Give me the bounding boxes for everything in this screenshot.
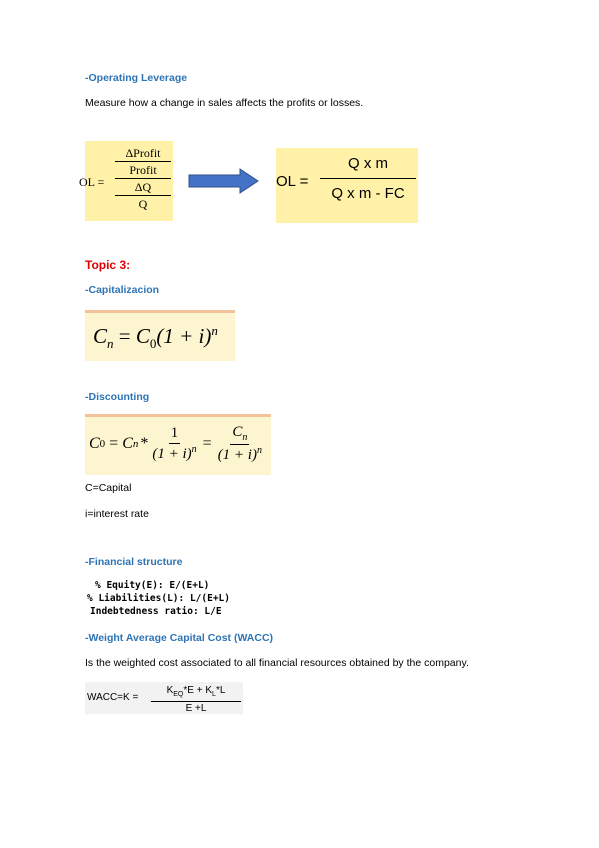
wacc-num-b: *E + K (183, 685, 213, 696)
disc-times: * (140, 435, 149, 452)
disc-cn-sub: n (132, 438, 139, 450)
disc-frac1-exp: n (191, 443, 197, 455)
wacc-fraction (151, 684, 241, 716)
disc-eq1: = (109, 435, 119, 452)
indebtedness-ratio: Indebtedness ratio: L/E (90, 606, 222, 617)
operating-leverage-heading: -Operating Leverage (85, 72, 188, 84)
disc-frac2-num-sub: n (242, 432, 248, 444)
ol-right-denominator: Q x m - FC (331, 185, 405, 202)
disc-frac2-den: (1 + i) (217, 446, 257, 463)
ol-right-numerator: Q x m (320, 150, 416, 179)
wacc-formula (85, 682, 243, 714)
ol-right-lhs: OL = (276, 173, 309, 190)
right-arrow-icon (188, 168, 260, 194)
operating-leverage-description: Measure how a change in sales affects the profits or losses. (85, 97, 364, 109)
disc-frac2 (216, 424, 264, 464)
cap-eq: = (118, 324, 131, 348)
financial-structure-heading: -Financial structure (85, 556, 183, 568)
ol-inner-den-bottom: Q (138, 197, 148, 211)
liabilities-ratio: % Liabilities(L): L/(E+L) (87, 593, 230, 604)
definition-interest-rate: i=interest rate (85, 508, 149, 520)
definition-capital: C=Capital (85, 482, 132, 494)
ol-right-fraction (320, 150, 416, 209)
wacc-den: E +L (185, 703, 207, 714)
capitalization-formula (85, 310, 235, 361)
ol-inner-num-bottom: Profit (115, 162, 171, 179)
wacc-description: Is the weighted cost associated to all financial resources obtained by the company. (85, 657, 469, 669)
disc-lhs-sub: 0 (99, 438, 106, 450)
disc-frac1 (150, 425, 198, 463)
cap-paren: (1 + i) (156, 324, 212, 348)
cap-exp: n (211, 323, 218, 338)
ol-complex-fraction (115, 145, 171, 212)
wacc-heading: -Weight Average Capital Cost (WACC) (85, 632, 274, 644)
capitalization-heading: -Capitalizacion (85, 284, 160, 296)
wacc-lhs: WACC=K = (87, 692, 139, 703)
cap-lhs-sub: n (107, 336, 114, 352)
cap-lhs: C (93, 324, 108, 348)
disc-frac1-den: (1 + i) (152, 445, 192, 462)
topic3-title: Topic 3: (85, 258, 131, 272)
disc-frac1-num: 1 (169, 425, 181, 443)
ol-inner-den-top: ΔQ (115, 179, 171, 196)
disc-eq2: = (202, 435, 212, 452)
cap-c0-sub: 0 (149, 336, 157, 352)
wacc-num-b-sub: L (212, 691, 216, 698)
equity-ratio: % Equity(E): E/(E+L) (95, 580, 210, 591)
ol-formula-right (276, 148, 418, 223)
disc-frac2-exp: n (256, 444, 262, 456)
discounting-formula (85, 414, 271, 475)
ol-inner-num-top: ΔProfit (115, 145, 171, 162)
disc-cn: C (122, 435, 133, 452)
disc-frac2-num: C (232, 424, 243, 441)
wacc-num-c: *L (215, 685, 226, 696)
wacc-num-ka-sub: EQ (173, 691, 184, 698)
discounting-heading: -Discounting (85, 391, 150, 403)
ol-formula-left (79, 141, 173, 221)
ol-lhs: OL = (79, 175, 105, 189)
wacc-num-ka: K (166, 685, 174, 696)
cap-c0: C (135, 324, 150, 348)
disc-lhs: C (89, 435, 100, 452)
